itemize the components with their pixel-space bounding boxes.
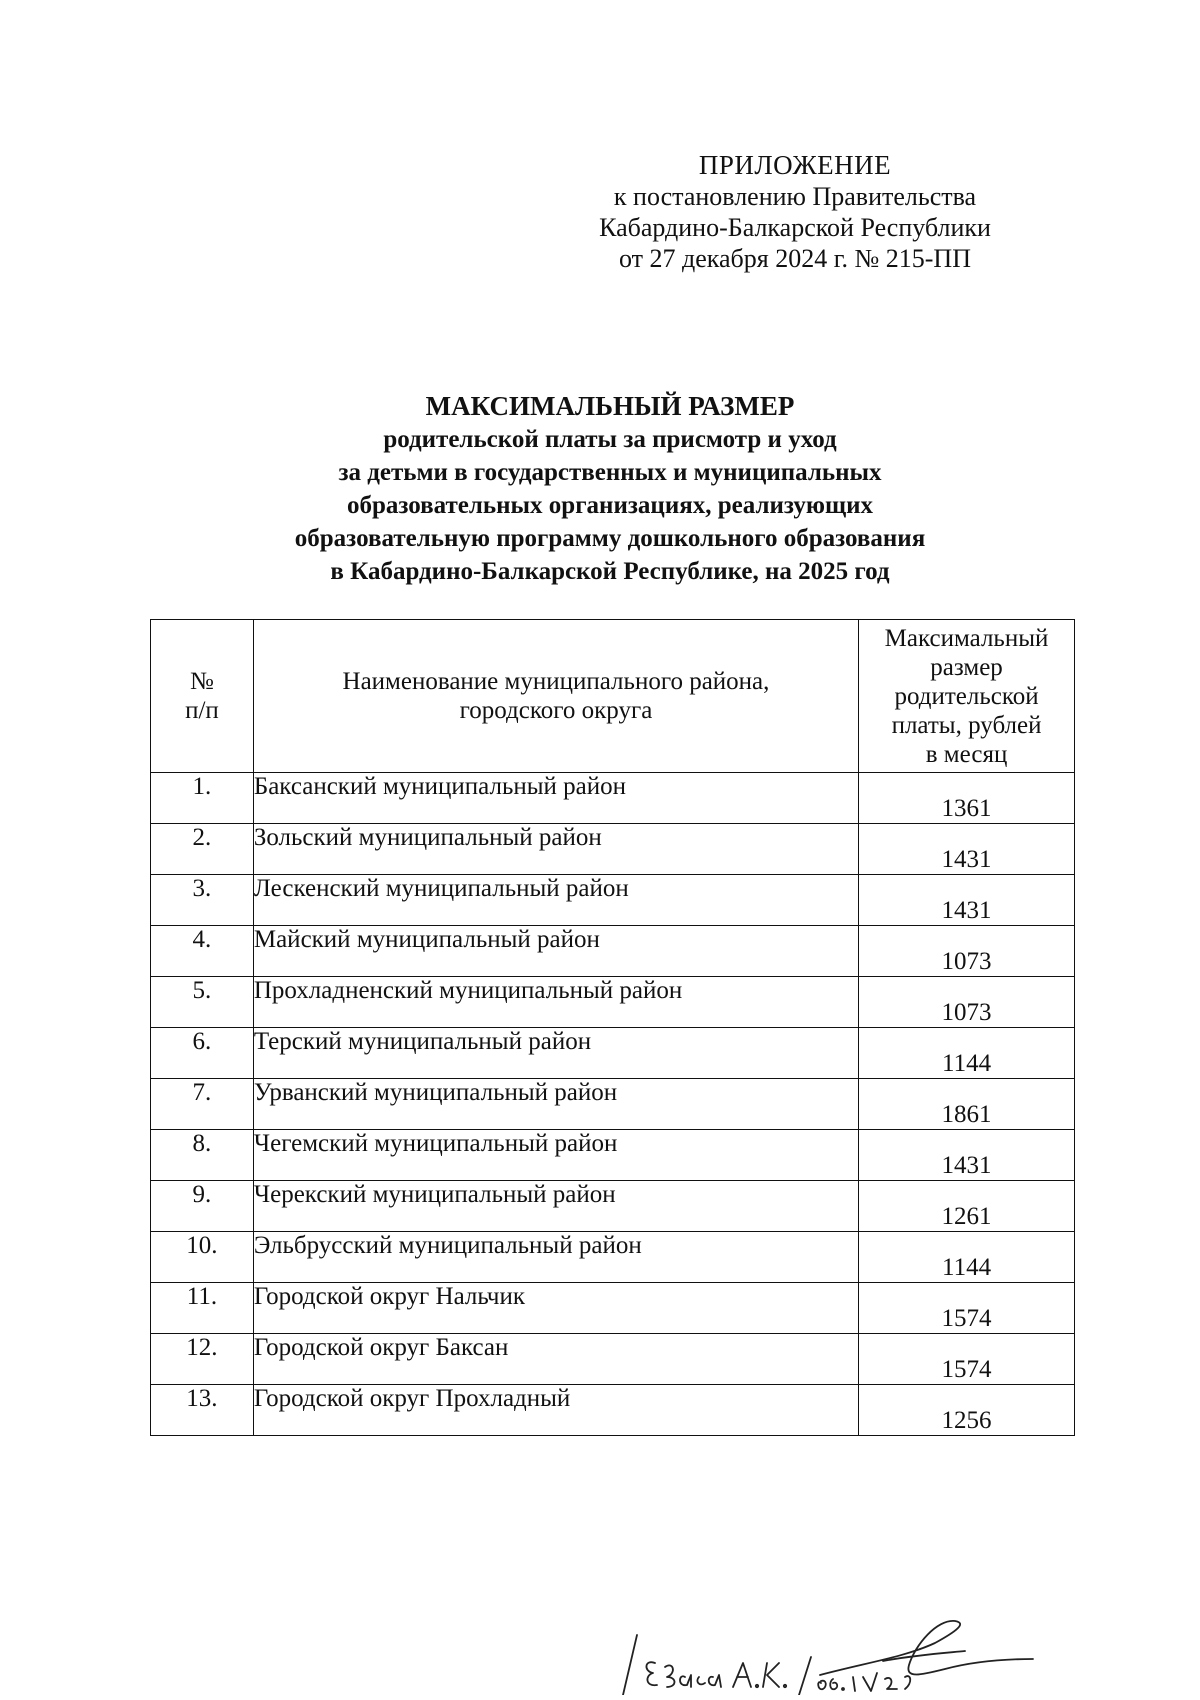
table-row — [151, 1283, 1075, 1334]
row-number: 3. — [151, 875, 254, 926]
table-row — [151, 875, 1075, 926]
table-header-row — [151, 620, 1075, 773]
row-district-name: Терский муниципальный район — [253, 1028, 858, 1079]
row-fee: 1073 — [859, 977, 1075, 1028]
row-number: 13. — [151, 1385, 254, 1436]
row-district-name: Эльбрусский муниципальный район — [253, 1232, 858, 1283]
row-number: 11. — [151, 1283, 254, 1334]
document-title-line-2: за детьми в государственных и муниципальных — [338, 459, 882, 486]
header-number-line-1: № — [190, 668, 214, 695]
fees-table — [150, 619, 1075, 1436]
appendix-line-3: от 27 декабря 2024 г. № 215-ПП — [618, 244, 971, 273]
row-district-name: Майский муниципальный район — [253, 926, 858, 977]
row-fee: 1574 — [859, 1283, 1075, 1334]
table-row — [151, 1232, 1075, 1283]
table-row — [151, 1181, 1075, 1232]
row-district-name: Баксанский муниципальный район — [253, 773, 858, 824]
row-number: 9. — [151, 1181, 254, 1232]
header-fee-line-4: платы, рублей — [891, 711, 1042, 739]
row-district-name: Прохладненский муниципальный район — [253, 977, 858, 1028]
table-row — [151, 1385, 1075, 1436]
row-number: 2. — [151, 824, 254, 875]
document-title-line-4: образовательную программу дошкольного образования — [294, 525, 926, 552]
row-number: 8. — [151, 1130, 254, 1181]
table-row — [151, 824, 1075, 875]
appendix-line-1: к постановлению Правительства — [613, 182, 977, 211]
row-district-name: Черекский муниципальный район — [253, 1181, 858, 1232]
row-fee: 1256 — [859, 1385, 1075, 1436]
table-row — [151, 1079, 1075, 1130]
document-title — [150, 390, 1070, 588]
header-fee-line-3: родительской — [894, 682, 1039, 710]
header-fee — [859, 620, 1075, 773]
row-district-name: Лескенский муниципальный район — [253, 875, 858, 926]
row-district-name: Чегемский муниципальный район — [253, 1130, 858, 1181]
appendix-block — [560, 150, 1030, 274]
row-number: 10. — [151, 1232, 254, 1283]
header-name-line-1: Наименование муниципального района, — [342, 668, 770, 695]
row-district-name: Городской округ Прохладный — [253, 1385, 858, 1436]
appendix-title: ПРИЛОЖЕНИЕ — [698, 150, 892, 180]
table-row — [151, 926, 1075, 977]
row-number: 5. — [151, 977, 254, 1028]
row-district-name: Городской округ Нальчик — [253, 1283, 858, 1334]
row-fee: 1073 — [859, 926, 1075, 977]
row-number: 12. — [151, 1334, 254, 1385]
header-fee-line-1: Максимальный — [884, 624, 1049, 652]
row-district-name: Городской округ Баксан — [253, 1334, 858, 1385]
header-fee-line-5: в месяц — [925, 740, 1008, 768]
row-fee: 1861 — [859, 1079, 1075, 1130]
row-number: 4. — [151, 926, 254, 977]
row-fee: 1261 — [859, 1181, 1075, 1232]
document-title-line-1: родительской платы за присмотр и уход — [383, 426, 837, 453]
table-row — [151, 1028, 1075, 1079]
row-district-name: Зольский муниципальный район — [253, 824, 858, 875]
appendix-line-2: Кабардино-Балкарской Республики — [599, 213, 991, 242]
table-row — [151, 977, 1075, 1028]
row-fee: 1144 — [859, 1232, 1075, 1283]
handwritten-signature — [615, 1615, 1035, 1695]
row-fee: 1431 — [859, 875, 1075, 926]
header-fee-line-2: размер — [930, 653, 1003, 681]
header-name — [253, 620, 858, 773]
header-name-line-2: городского округа — [459, 697, 653, 724]
row-number: 6. — [151, 1028, 254, 1079]
header-number — [151, 620, 254, 773]
table-row — [151, 1334, 1075, 1385]
document-title-main: МАКСИМАЛЬНЫЙ РАЗМЕР — [425, 391, 795, 421]
document-title-line-5: в Кабардино-Балкарской Республике, на 2025 год — [330, 558, 890, 585]
table-row — [151, 773, 1075, 824]
row-fee: 1431 — [859, 1130, 1075, 1181]
header-number-line-2: п/п — [185, 697, 219, 724]
row-fee: 1361 — [859, 773, 1075, 824]
signature-drawing — [615, 1615, 1035, 1695]
row-fee: 1574 — [859, 1334, 1075, 1385]
row-district-name: Урванский муниципальный район — [253, 1079, 858, 1130]
row-number: 7. — [151, 1079, 254, 1130]
document-title-line-3: образовательных организациях, реализующих — [346, 492, 874, 519]
row-fee: 1431 — [859, 824, 1075, 875]
table-row — [151, 1130, 1075, 1181]
row-fee: 1144 — [859, 1028, 1075, 1079]
row-number: 1. — [151, 773, 254, 824]
